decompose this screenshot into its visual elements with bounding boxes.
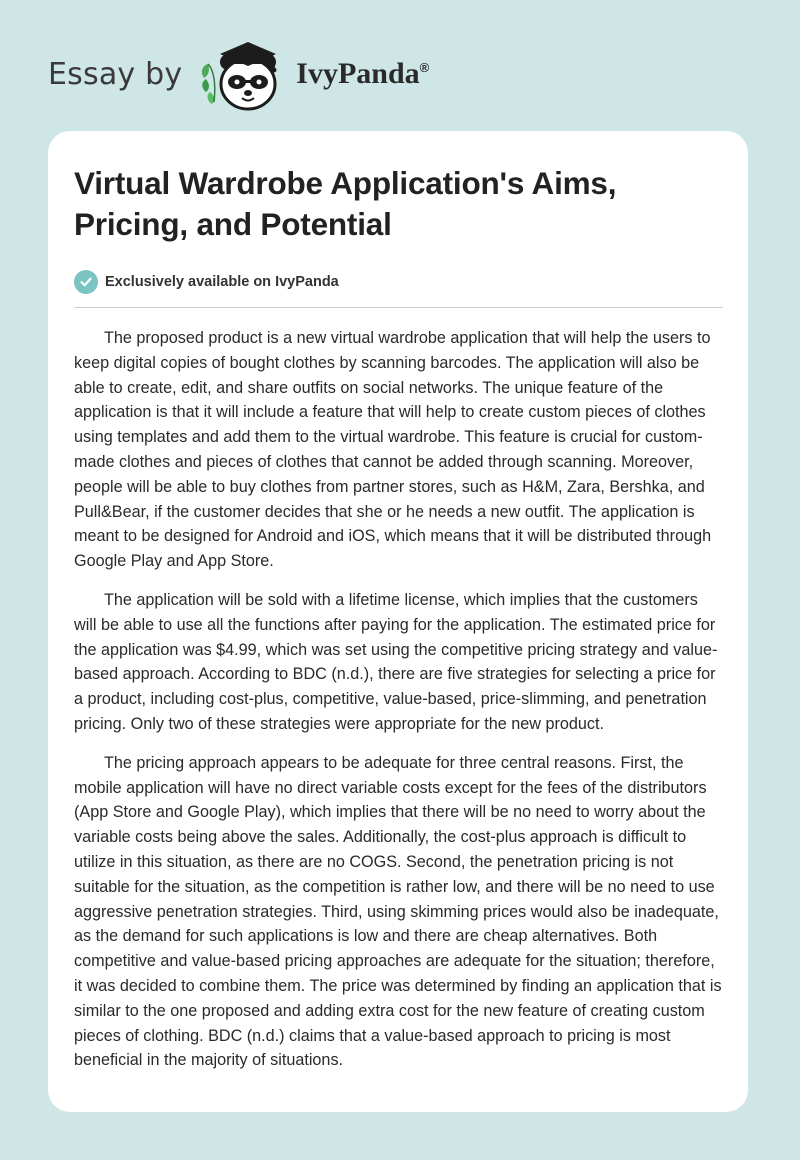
paragraph: The application will be sold with a lifetime license, which implies that the customers will be able to use all the functions after paying for the application. The estimated price for the application was $4.99, which was set using the competitive pricing strategy and value-based approach. According to BDC (n.d.), there are five strategies for selecting a price for a product, including cost-plus, competitive, value-based, price-slimming, and penetration pricing. Only two of these strategies were appropriate for the new product. — [74, 590, 718, 733]
essay-card — [48, 131, 748, 1112]
exclusive-label: Exclusively available on IvyPanda — [105, 274, 339, 290]
brand-header[interactable] — [48, 34, 429, 114]
brand-name: IvyPanda® — [296, 57, 430, 90]
divider — [74, 307, 723, 308]
exclusive-badge — [74, 268, 722, 296]
paragraph: The proposed product is a new virtual wardrobe application that will help the users to keep digital copies of bought clothes by scanning barcodes. The application will also be able to create, edit, and share outfits on social networks. The unique feature of the application is that it will include a feature that will help to create custom pieces of clothes using templates and add them to the virtual wardrobe. This feature is crucial for custom-made clothes and pieces of clothes that cannot be added through scanning. Moreover, people will be able to buy clothes from partner stores, such as H&M, Zara, Bershka, and Pull&Bear, if the customer decides that she or he needs a new outfit. The application is meant to be designed for Android and iOS, which means that it will be distributed through Google Play and App Store. — [74, 329, 712, 571]
brand-prefix: Essay by — [48, 56, 183, 92]
check-circle-icon — [74, 270, 98, 294]
registered-mark: ® — [419, 60, 430, 75]
ivypanda-logo-icon — [198, 34, 290, 114]
page-title: Virtual Wardrobe Application's Aims, Pricing, and Potential — [74, 165, 617, 242]
essay-body — [74, 326, 722, 1073]
paragraph: The pricing approach appears to be adequate for three central reasons. First, the mobile application will have no direct variable costs except for the fees of the distributors (App Store and Google Play), which implies that there will be no need to worry about the variable costs being above the sales. Additionally, the cost-plus approach is difficult to utilize in this situation, as there are no COGS. Second, the penetration pricing is not suitable for the situation, as the competition is rather low, and there will be no need to use aggressive penetration strategies. Third, using skimming prices would also be inadequate, as the demand for such applications is low and there are cheap alternatives. Both competitive and value-based pricing approaches are adequate for the situation; therefore, it was decided to combine them. The price was determined by finding an application that is similar to the one proposed and adding extra cost for the new feature of creating custom pieces of clothing. BDC (n.d.) claims that a value-based approach to pricing is most beneficial in the majority of situations. — [74, 753, 722, 1070]
